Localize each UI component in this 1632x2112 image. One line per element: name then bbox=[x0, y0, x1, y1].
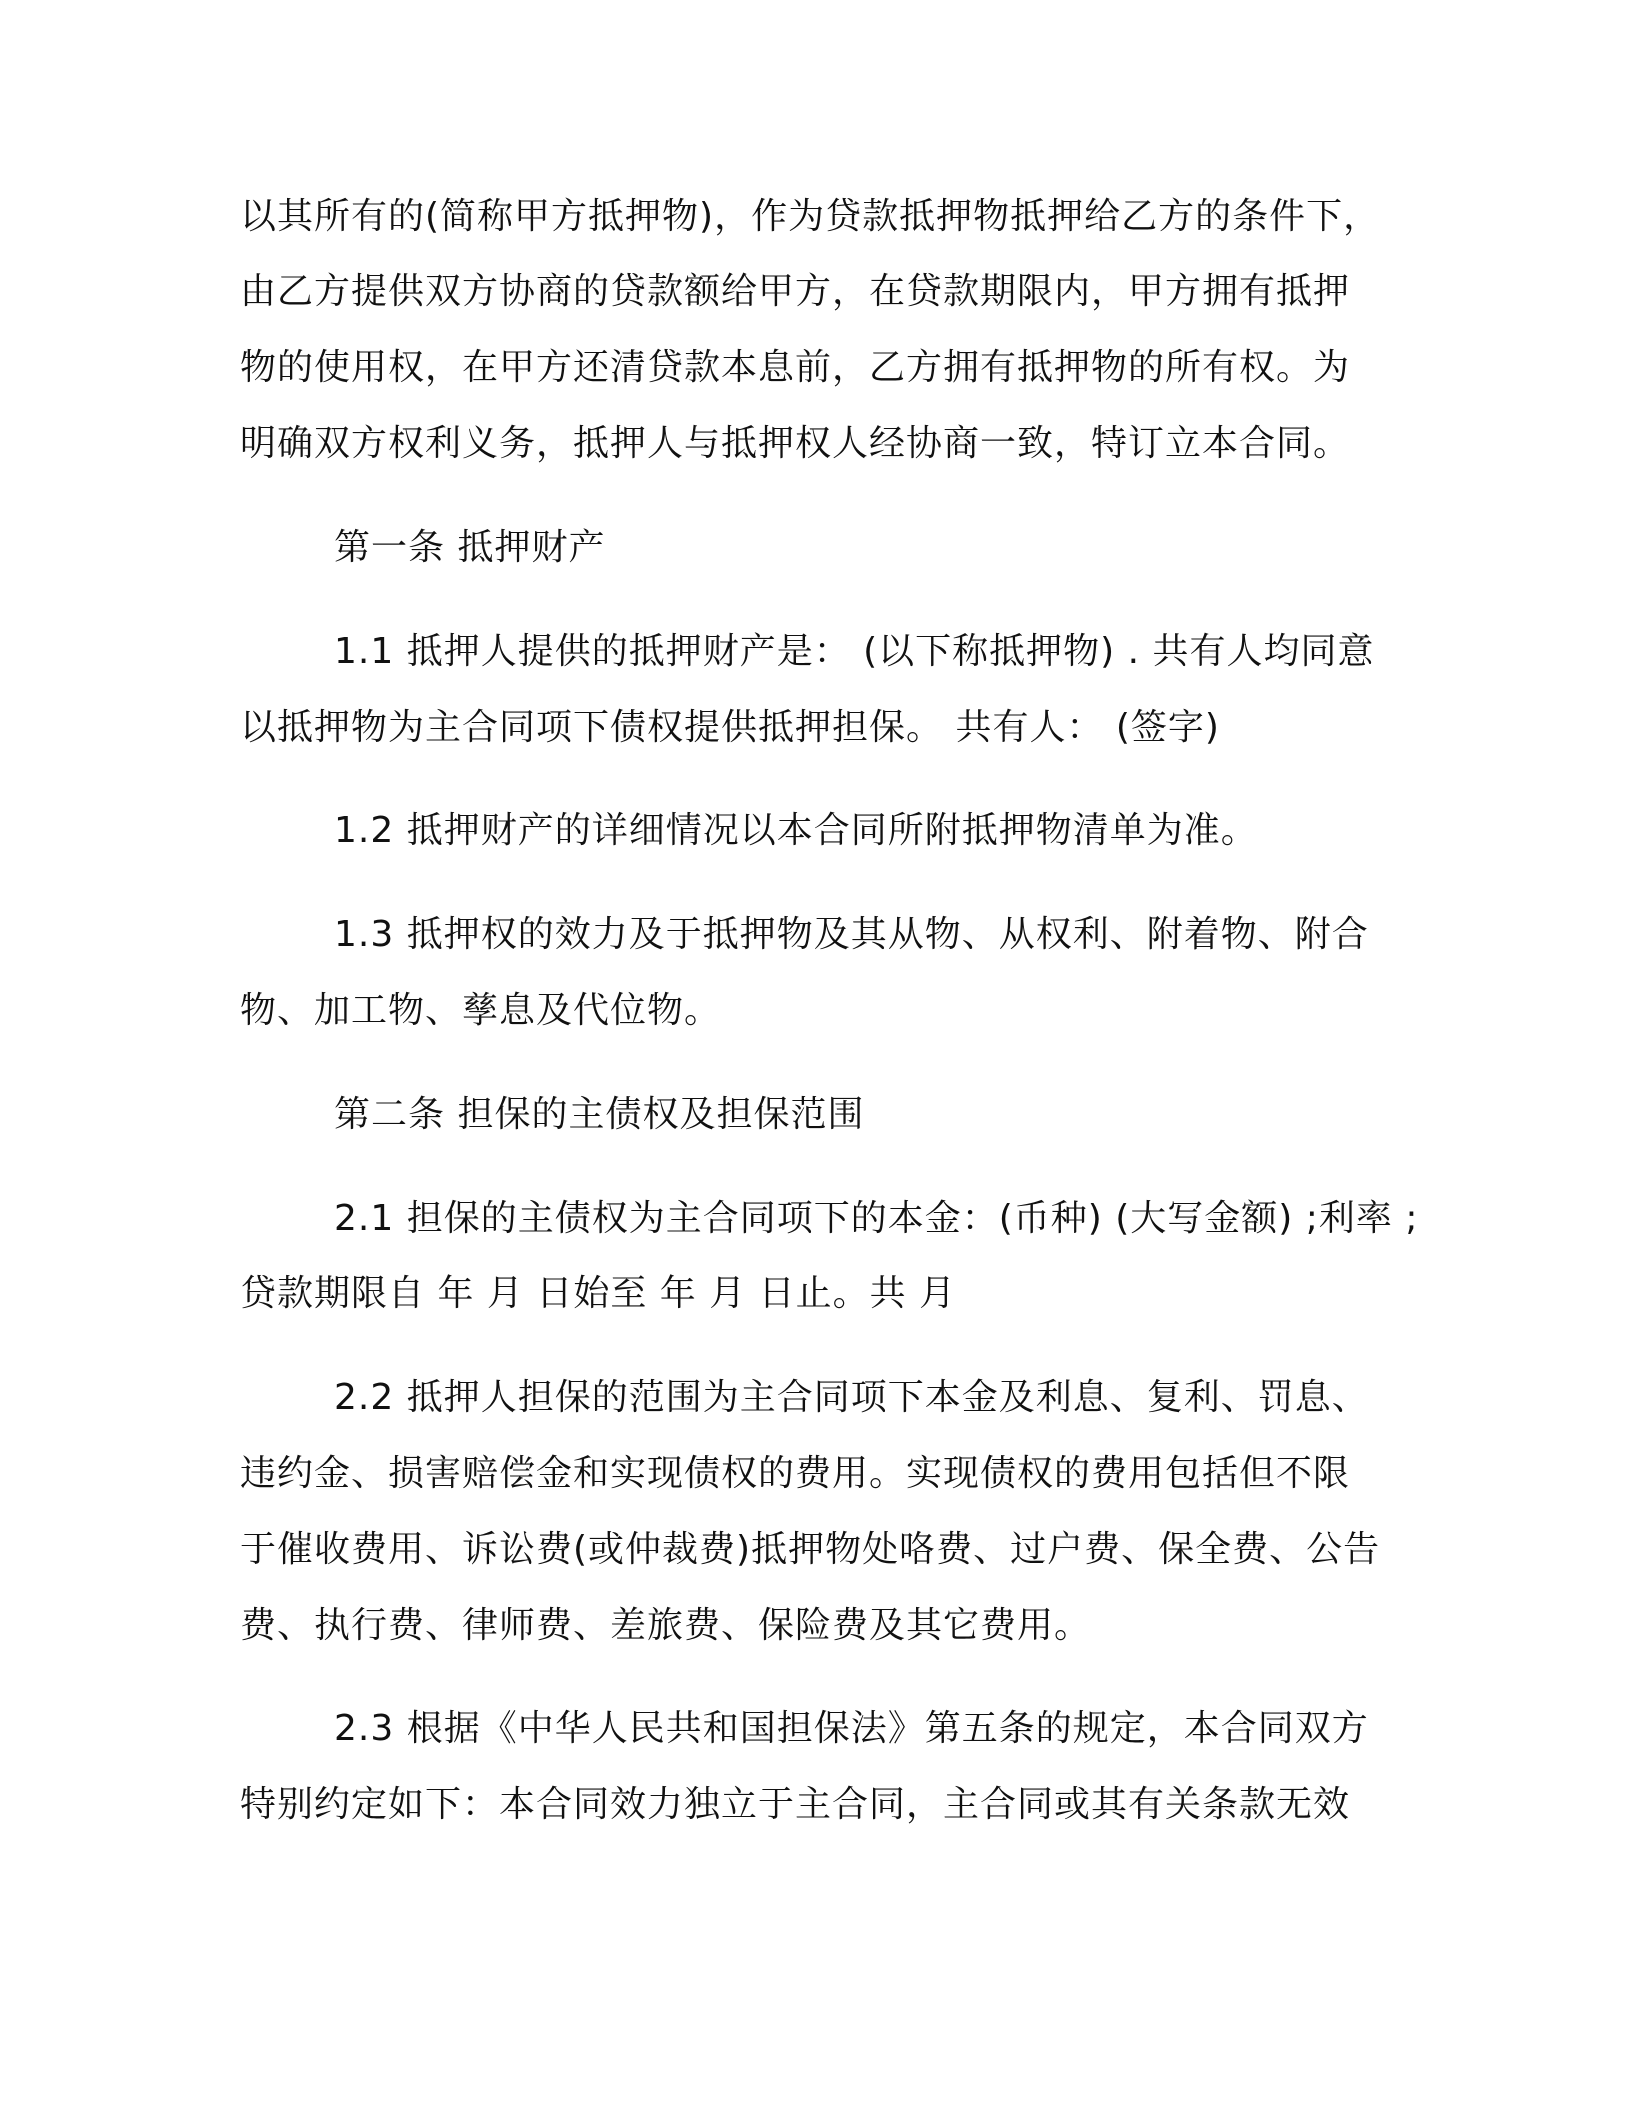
clause-line: 2.3 根据《中华人民共和国担保法》第五条的规定，本合同双方 bbox=[334, 1708, 1369, 1749]
clause-line: 特别约定如下：本合同效力独立于主合同，主合同或其有关条款无效 bbox=[240, 1784, 1351, 1825]
paragraph-line: 物的使用权，在甲方还清贷款本息前，乙方拥有抵押物的所有权。为 bbox=[240, 347, 1351, 388]
section-heading: 第一条 抵押财产 bbox=[334, 527, 606, 568]
section-heading: 第二条 担保的主债权及担保范围 bbox=[334, 1094, 865, 1135]
clause-line: 贷款期限自 年 月 日始至 年 月 日止。共 月 bbox=[240, 1273, 957, 1314]
clause-line: 于催收费用、诉讼费(或仲裁费)抵押物处咯费、过户费、保全费、公告 bbox=[240, 1529, 1381, 1570]
clause-line: 以抵押物为主合同项下债权提供抵押担保。 共有人： (签字) bbox=[240, 707, 1220, 748]
clause-line: 1.2 抵押财产的详细情况以本合同所附抵押物清单为准。 bbox=[334, 810, 1258, 851]
paragraph-line: 明确双方权利义务，抵押人与抵押权人经协商一致，特订立本合同。 bbox=[240, 423, 1351, 464]
paragraph-line: 以其所有的(简称甲方抵押物)，作为贷款抵押物抵押给乙方的条件下， bbox=[240, 196, 1381, 237]
clause-line: 1.1 抵押人提供的抵押财产是： (以下称抵押物) . 共有人均同意 bbox=[334, 631, 1375, 672]
clause-line: 费、执行费、律师费、差旅费、保险费及其它费用。 bbox=[240, 1605, 1092, 1646]
clause-line: 2.1 担保的主债权为主合同项下的本金：(币种) (大写金额) ;利率 ; bbox=[334, 1198, 1419, 1239]
clause-line: 2.2 抵押人担保的范围为主合同项下本金及利息、复利、罚息、 bbox=[334, 1377, 1369, 1418]
clause-line: 1.3 抵押权的效力及于抵押物及其从物、从权利、附着物、附合 bbox=[334, 914, 1369, 955]
clause-line: 物、加工物、孳息及代位物。 bbox=[240, 990, 722, 1031]
paragraph-line: 由乙方提供双方协商的贷款额给甲方，在贷款期限内，甲方拥有抵押 bbox=[240, 271, 1351, 312]
clause-line: 违约金、损害赔偿金和实现债权的费用。实现债权的费用包括但不限 bbox=[240, 1453, 1351, 1494]
